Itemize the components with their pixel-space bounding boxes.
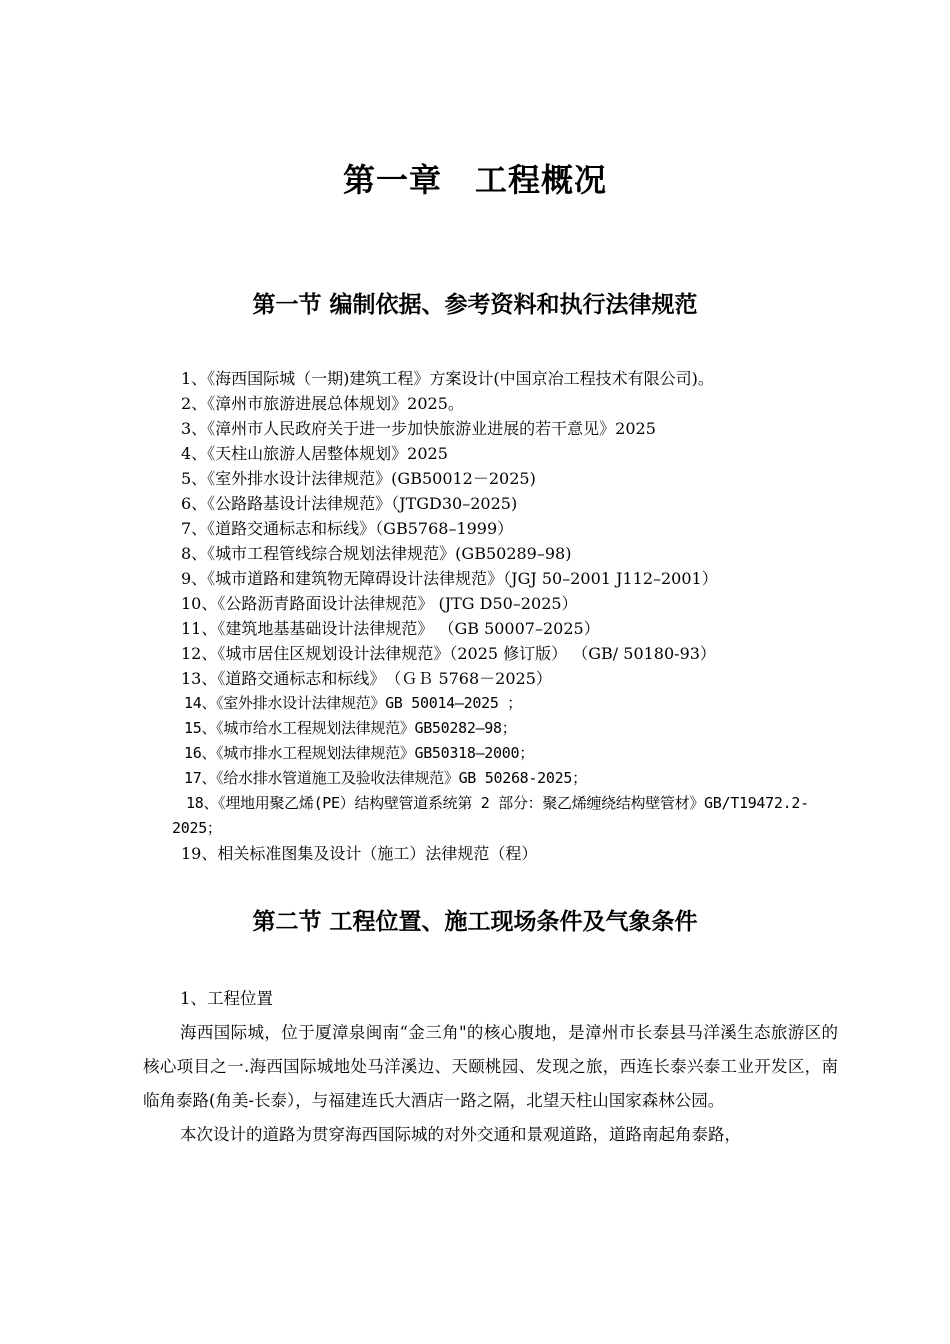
reference-list	[0, 366, 950, 866]
reference-item: 7、《道路交通标志和标线》（GB5768–1999）	[181, 519, 514, 538]
reference-item: 8、《城市工程管线综合规划法律规范》(GB50289–98)	[181, 544, 572, 563]
section-2-body	[143, 982, 838, 1152]
reference-item: 6、《公路路基设计法律规范》（JTGD30–2025)	[181, 494, 518, 513]
reference-item: 3、《漳州市人民政府关于进一步加快旅游业进展的若干意见》2025	[181, 419, 656, 438]
subheading: 1、工程位置	[180, 989, 273, 1008]
paragraph: 海西国际城，位于厦漳泉闽南“金三角"的核心腹地，是漳州市长泰县马洋溪生态旅游区的核心项目之一.海西国际城地处马洋溪边、天颐桃园、发现之旅，西连长泰兴泰工业开发区，南临角泰路(角美-长泰），与福建连氏大酒店一路之隔，北望天柱山国家森林公园。	[143, 1023, 838, 1110]
reference-item: 18、《埋地用聚乙烯(PE）结构壁管道系统第 2 部分：聚乙烯缠绕结构壁管材》GB/T19472.2-2025；	[172, 794, 809, 837]
reference-item: 11、《建筑地基基础设计法律规范》 （GB 50007–2025）	[181, 619, 600, 638]
reference-item: 4、《天柱山旅游人居整体规划》2025	[181, 444, 448, 463]
reference-item: 15、《城市给水工程规划法律规范》GB50282—98；	[184, 719, 517, 737]
reference-item: 16、《城市排水工程规划法律规范》GB50318—2000；	[184, 744, 534, 762]
reference-item: 1、《海西国际城（一期)建筑工程》方案设计(中国京冶工程技术有限公司)。	[181, 369, 714, 388]
reference-item: 17、《给水排水管道施工及验收法律规范》GB 50268-2025；	[184, 769, 587, 787]
reference-item: 14、《室外排水设计法律规范》GB 50014—2025 ；	[184, 694, 522, 712]
reference-item: 13、《道路交通标志和标线》 （ＧＢ 5768－2025）	[181, 669, 552, 688]
reference-item: 19、相关标准图集及设计（施工）法律规范（程）	[181, 844, 538, 863]
reference-item: 10、《公路沥青路面设计法律规范》 (JTG D50–2025）	[181, 594, 578, 613]
paragraph: 本次设计的道路为贯穿海西国际城的对外交通和景观道路，道路南起角泰路，	[180, 1125, 741, 1144]
section-2-title: 第二节 工程位置、施工现场条件及气象条件	[252, 909, 698, 935]
chapter-title: 第一章 工程概况	[342, 161, 607, 199]
reference-item: 9、《城市道路和建筑物无障碍设计法律规范》（JGJ 50–2001 J112–2001）	[181, 569, 718, 588]
section-1-title: 第一节 编制依据、参考资料和执行法律规范	[252, 292, 698, 318]
reference-item: 2、《漳州市旅游进展总体规划》2025。	[181, 394, 464, 413]
reference-item: 12、《城市居住区规划设计法律规范》（2025 修订版） （GB/ 50180-93）	[181, 644, 716, 663]
reference-item: 5、《室外排水设计法律规范》(GB50012－2025)	[181, 469, 536, 488]
